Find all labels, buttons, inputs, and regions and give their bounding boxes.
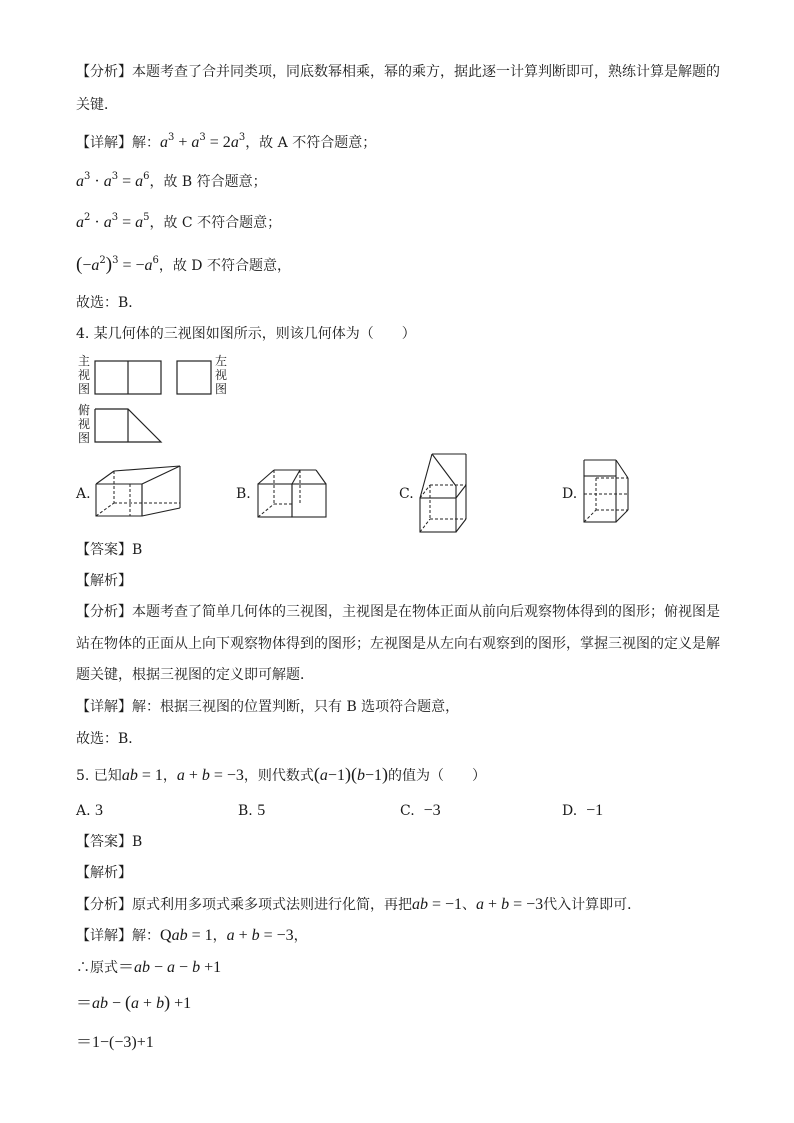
q5-option-d: D. −1 <box>562 802 604 819</box>
q5-step-2: ＝ab − (a + b) +1 <box>76 992 192 1012</box>
q4-option-d-figure <box>582 458 632 526</box>
q5-step-1: ∴原式＝ab − a − b +1 <box>76 959 222 976</box>
q5-stem-mid: ，则代数式 <box>243 768 314 784</box>
q5-detail-given: 【详解】解：Qab = 1，a + b = −3， <box>76 927 308 944</box>
q4-detail: 【详解】解：根据三视图的位置判断，只有 B 选项符合题意， <box>76 699 460 715</box>
step-d-conclusion: ，故 D 不符合题意， <box>158 258 291 274</box>
top-view-figure <box>94 408 166 444</box>
left-view-label: 左视图 <box>214 354 227 396</box>
q5-step-3: ＝1−(−3)+1 <box>76 1034 154 1051</box>
q3-detail-step-b: $a^3 \cdot a^3 = a^6$，故 B 符合题意； <box>76 171 267 190</box>
step-b-conclusion: ，故 B 符合题意； <box>149 174 267 190</box>
step-c-conclusion: ，故 C 不符合题意； <box>149 215 282 231</box>
q5-option-c: C. −3 <box>400 802 441 819</box>
q4-option-d-label: D. <box>562 486 578 502</box>
q4-analysis-line-3: 题关键，根据三视图的定义即可解题． <box>76 667 314 683</box>
q4-choose: 故选：B． <box>76 731 143 747</box>
q4-stem: 4. 某几何体的三视图如图所示，则该几何体为（ ） <box>76 326 416 342</box>
front-view-figure <box>94 360 164 396</box>
q4-option-b-label: B. <box>236 486 251 502</box>
q3-detail-step-a: 【详解】解：$a^3 + a^3 = 2a^3$，故 A 不符合题意； <box>76 132 377 151</box>
q4-option-a-label: A. <box>76 486 91 502</box>
q5-option-a: A. 3 <box>76 802 104 819</box>
q3-analysis-line-2: 关键． <box>76 97 118 113</box>
q4-option-c-figure <box>418 452 472 536</box>
q4-explain-head: 【解析】 <box>76 573 132 589</box>
detail-label: 【详解】解： <box>76 135 160 151</box>
q4-option-c-label: C. <box>399 486 414 502</box>
q5-stem-tail: 的值为（ ） <box>387 768 486 784</box>
q5-option-b: B. 5 <box>238 802 266 819</box>
q5-answer: 【答案】B <box>76 834 143 850</box>
q3-detail-step-c: $a^2 \cdot a^3 = a^5$，故 C 不符合题意； <box>76 212 282 231</box>
q4-answer: 【答案】B <box>76 542 143 558</box>
q3-detail-step-d: $(-a^2)^3 = -a^6$，故 D 不符合题意， <box>76 254 291 275</box>
q5-explain-head: 【解析】 <box>76 865 132 881</box>
q4-analysis-line-1: 【分析】本题考查了简单几何体的三视图，主视图是在物体正面从前向后观察物体得到的图形；俯视图是 <box>76 604 720 620</box>
left-view-figure <box>176 360 214 396</box>
q4-option-b-figure <box>256 468 332 520</box>
q3-analysis-line-1: 【分析】本题考查了合并同类项，同底数幂相乘，幂的乘方，据此逐一计算判断即可，熟练计算是解题的 <box>76 64 720 80</box>
front-view-label: 主视图 <box>77 354 90 396</box>
q5-analysis: 【分析】原式利用多项式乘多项式法则进行化简，再把ab = −1、a + b = −3代入计算即可． <box>76 896 642 913</box>
q4-analysis-line-2: 站在物体的正面从上向下观察物体得到的图形；左视图是从左向右观察到的图形，掌握三视图的定义是解 <box>76 636 720 652</box>
top-view-label: 俯视图 <box>77 403 90 445</box>
q4-option-a-figure <box>94 466 184 518</box>
q5-stem-prefix: 5. 已知 <box>76 768 122 784</box>
q5-stem: 5. 已知ab = 1，a + b = −3，则代数式(a−1)(b−1)的值为（ ） <box>76 764 486 784</box>
step-a-conclusion: ，故 A 不符合题意； <box>245 135 377 151</box>
q3-choose: 故选：B． <box>76 295 143 311</box>
